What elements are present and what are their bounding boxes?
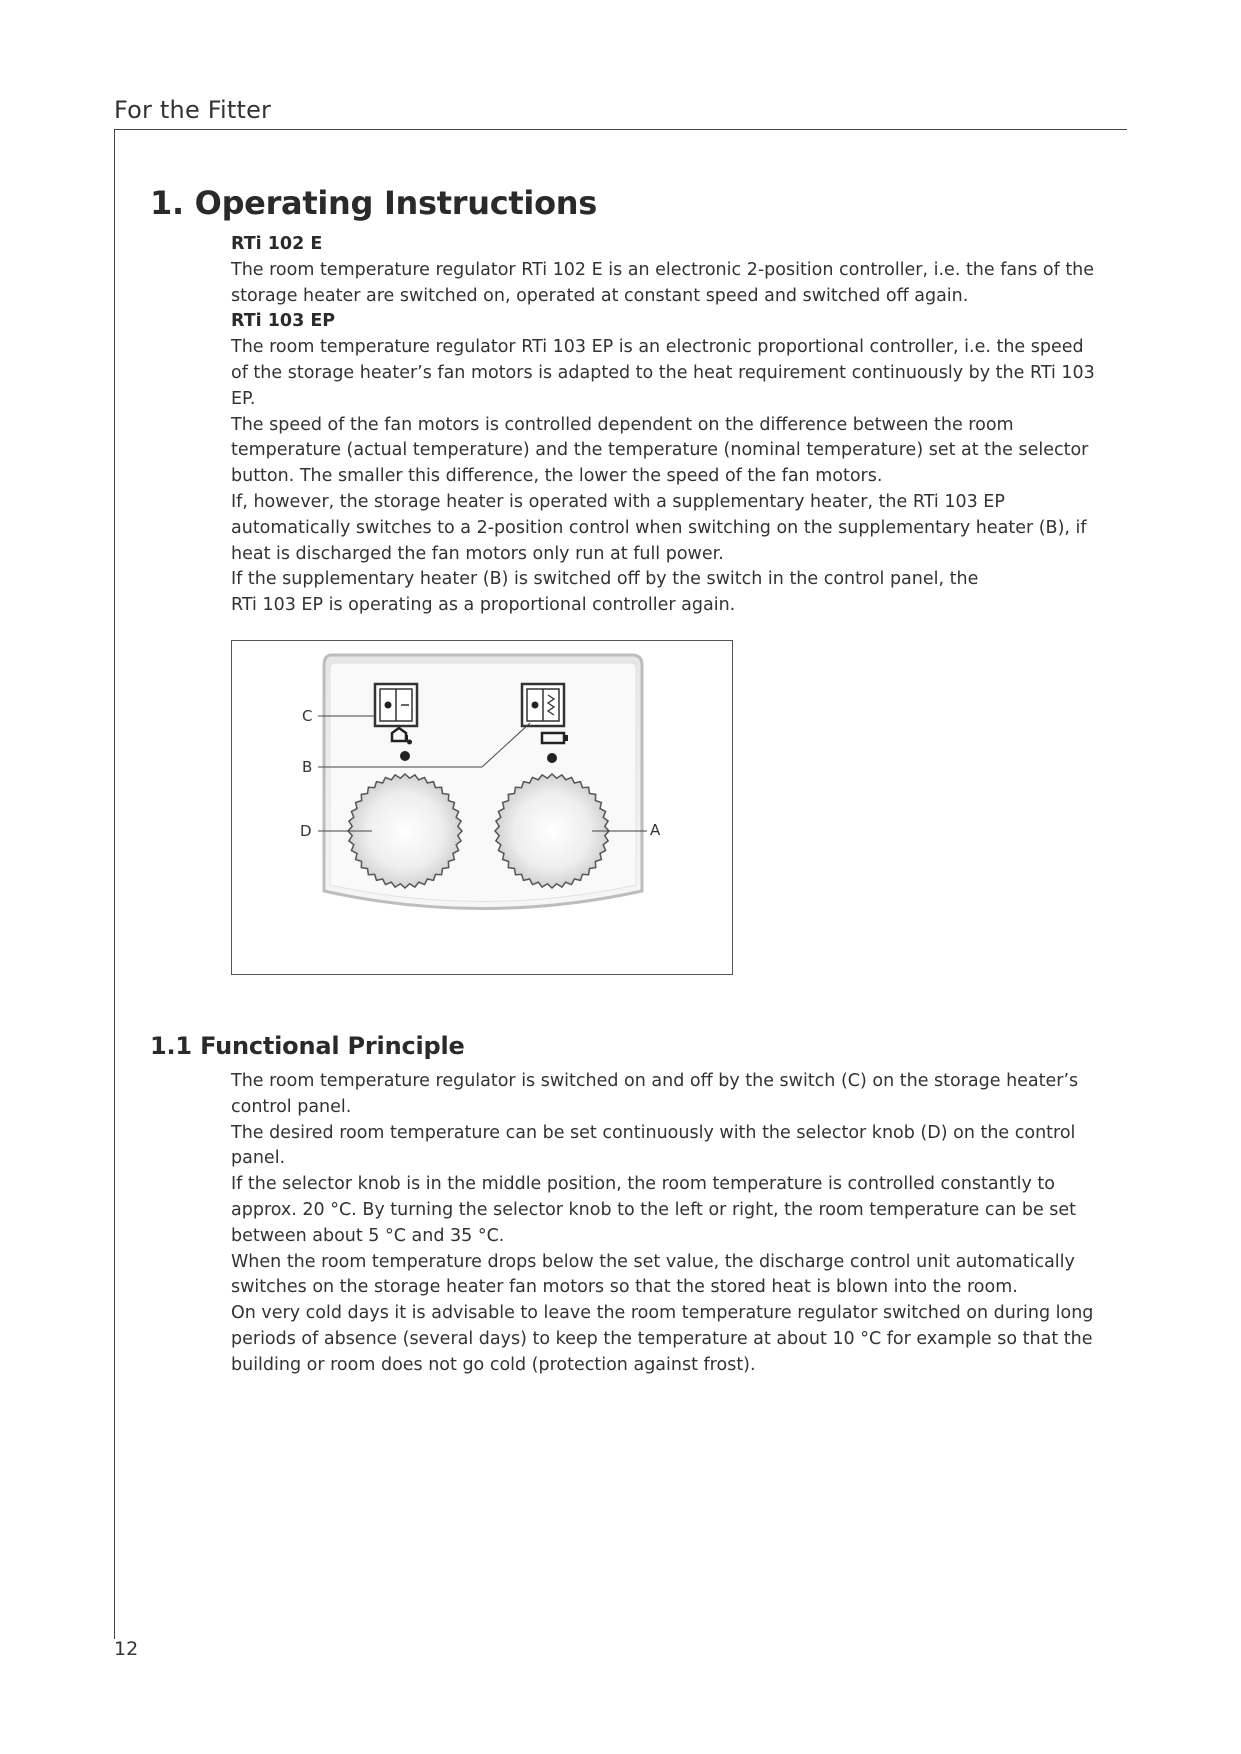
control-panel-drawing [232,641,732,974]
switch-c [375,684,417,726]
control-panel-figure [231,640,733,975]
text-line: The desired room temperature can be set continuously with the selector knob (D) on the control [231,1122,1076,1143]
text-line: EP. [231,388,256,409]
text-line: automatically switches to a 2-position control when switching on the supplementary heater (B), if [231,517,1087,538]
text-line: of the storage heater’s fan motors is adapted to the heat requirement continuously by the RTi 103 [231,362,1095,383]
label-b: B [302,758,313,776]
text-line: storage heater are switched on, operated at constant speed and switched off again. [231,285,969,306]
text-line: If the selector knob is in the middle position, the room temperature is controlled constantly to [231,1174,1055,1195]
header-rule [114,129,1127,130]
rti102-title: RTi 102 E [231,234,323,254]
text-line: On very cold days it is advisable to leave the room temperature regulator switched on during long [231,1303,1094,1324]
rti102-block [231,232,1101,619]
text-line: switches on the storage heater fan motors so that the stored heat is blown into the room. [231,1277,1018,1298]
text-line: If the supplementary heater (B) is switched off by the switch in the control panel, the [231,569,979,590]
text-line: panel. [231,1148,286,1169]
text-line: The speed of the fan motors is controlled dependent on the difference between the room [231,414,1014,435]
indicator-dot-right [547,753,557,763]
switch-b [522,684,564,726]
running-header: For the Fitter [114,96,272,124]
text-line: building or room does not go cold (protection against frost). [231,1354,756,1375]
label-c: C [302,707,313,725]
margin-rule [114,129,115,1639]
text-line: temperature (actual temperature) and the temperature (nominal temperature) set at the selector [231,440,1089,461]
text-line: approx. 20 °C. By turning the selector knob to the left or right, the room temperature can be set [231,1199,1077,1220]
text-line: control panel. [231,1096,352,1117]
page-number: 12 [114,1638,139,1660]
text-line: between about 5 °C and 35 °C. [231,1225,505,1246]
subsection-heading: 1.1 Functional Principle [150,1032,465,1060]
text-line: When the room temperature drops below the set value, the discharge control unit automatically [231,1251,1075,1272]
rti103-title: RTi 103 EP [231,311,336,332]
functional-principle-block [231,1069,1101,1379]
text-line: RTi 103 EP is operating as a proportional controller again. [231,595,736,616]
text-line: The room temperature regulator RTi 102 E is an electronic 2-position controller, i.e. the fans of the [231,259,1095,280]
text-line: heat is discharged the fan motors only run at full power. [231,543,724,564]
text-line: periods of absence (several days) to keep the temperature at about 10 °C for example so that the [231,1328,1093,1349]
indicator-dot-left [400,751,410,761]
text-line: The room temperature regulator is switched on and off by the switch (C) on the storage heater’s [231,1071,1079,1091]
section-heading: 1. Operating Instructions [150,184,597,222]
text-line: The room temperature regulator RTi 103 EP is an electronic proportional controller, i.e. the speed [231,337,1084,358]
text-line: If, however, the storage heater is operated with a supplementary heater, the RTi 103 EP [231,491,1005,512]
text-line: button. The smaller this difference, the lower the speed of the fan motors. [231,466,883,487]
label-d: D [300,822,312,840]
label-a: A [650,821,661,839]
